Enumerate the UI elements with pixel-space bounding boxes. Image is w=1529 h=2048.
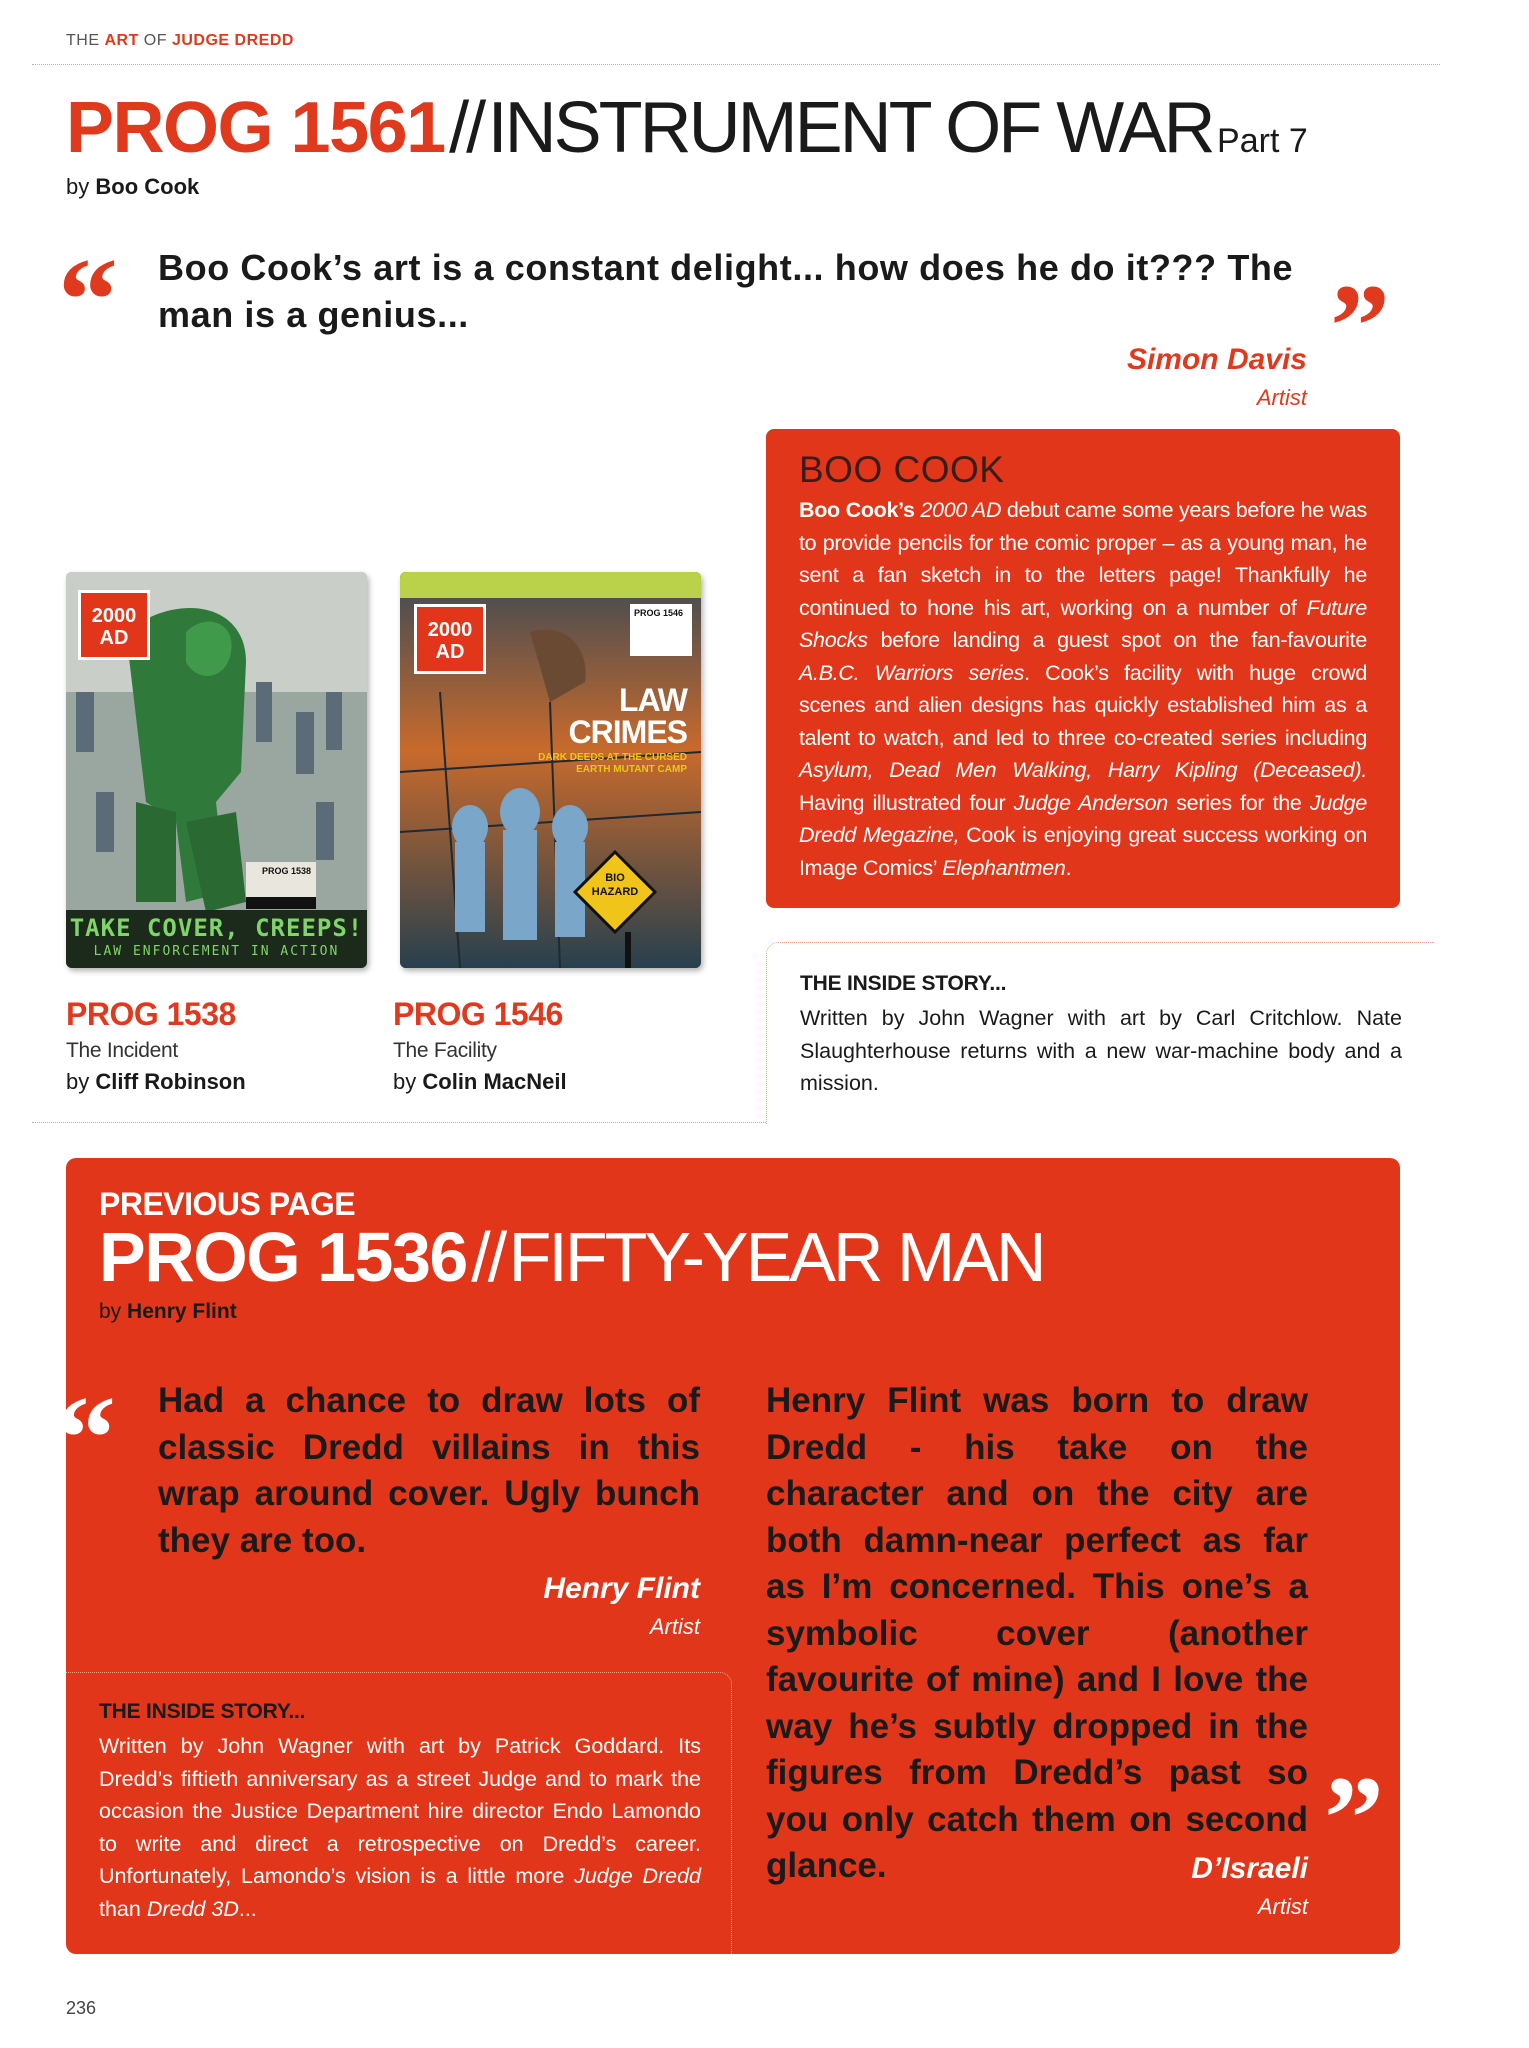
open-quote-icon: “ <box>56 1371 116 1504</box>
cover-caption-1 <box>66 996 246 1095</box>
cover-artist-byline: by Cliff Robinson <box>66 1069 246 1094</box>
artist-bio-title: BOO COOK <box>799 449 1005 490</box>
cover-sign-2: HAZARD <box>591 886 639 898</box>
cover-issue-tag: PROG 1546 <box>634 608 684 618</box>
running-head: THE ART OF JUDGE DREDD <box>66 32 294 49</box>
pull-quote: Boo Cook’s art is a constant delight... how does he do it??? The man is a genius... <box>158 247 1294 335</box>
cover-story-title: The Incident <box>66 1039 178 1062</box>
byline: by Boo Cook <box>66 174 200 199</box>
page-number: 236 <box>66 1998 97 2018</box>
inside-story <box>99 1700 701 1925</box>
previous-page-title <box>99 1218 1044 1296</box>
quote-attribution-role: Artist <box>1257 1894 1308 1919</box>
cover-artist-byline: by Colin MacNeil <box>393 1069 567 1094</box>
cover-caption-2 <box>393 996 567 1095</box>
quote-attribution-role: Artist <box>649 1614 700 1639</box>
inside-story-heading: THE INSIDE STORY... <box>800 972 1007 995</box>
story-title: INSTRUMENT OF WAR <box>487 88 1213 168</box>
cover-tagline: DARK DEEDS AT THE CURSED EARTH MUTANT CAMP <box>538 752 687 775</box>
title-separator: // <box>449 88 484 168</box>
open-quote-icon: “ <box>58 233 118 366</box>
cover-subheadline: LAW ENFORCEMENT IN ACTION <box>93 944 340 959</box>
quote-attribution-name: D’Israeli <box>1191 1852 1308 1885</box>
inside-story-heading: THE INSIDE STORY... <box>99 1700 306 1723</box>
quote-attribution-role: Artist <box>1256 385 1307 410</box>
title-separator: // <box>471 1218 505 1296</box>
page-title <box>66 88 1308 168</box>
cover-artist: Colin MacNeil <box>422 1069 567 1094</box>
section-divider <box>32 1122 766 1123</box>
close-quote-icon: ” <box>1324 1751 1384 1884</box>
cover-logo: 2000 AD <box>78 590 150 660</box>
artist-bio-box <box>766 429 1400 908</box>
inside-story-text: Written by John Wagner with art by Patrick Goddard. Its Dredd’s fiftieth anniversary as a street Judge and to mark the occasion the Justice Department hire director Endo Lamondo to write and direct a retrospective on Dredd’s career. Unfortunately, Lamondo’s vision is a little more Judge Dredd than Dredd 3D... <box>99 1734 701 1921</box>
inside-story <box>800 972 1402 1100</box>
byline: by Henry Flint <box>99 1300 237 1323</box>
quote-attribution-name: Henry Flint <box>543 1572 700 1605</box>
close-quote-icon: ” <box>1330 259 1390 392</box>
byline-author: Boo Cook <box>95 174 200 199</box>
cover-prog-number: PROG 1546 <box>393 996 563 1032</box>
cover-sign-1: BIO <box>605 872 625 884</box>
cover-headline-2: CRIMES <box>568 714 687 750</box>
cover-prog-number: PROG 1538 <box>66 996 236 1032</box>
cover-headline: TAKE COVER, CREEPS! <box>69 914 364 942</box>
part-label: Part 7 <box>1217 122 1308 160</box>
cover-issue-tag: PROG 1538 <box>262 866 312 876</box>
cover-artist: Cliff Robinson <box>95 1069 246 1094</box>
prog-number: PROG 1561 <box>66 88 445 168</box>
story-title: FIFTY-YEAR MAN <box>508 1218 1044 1296</box>
quote-attribution-name: Simon Davis <box>1126 343 1307 376</box>
cover-image-prog-1538 <box>66 572 367 968</box>
artist-bio-text: Boo Cook’s 2000 AD debut came some years before he was to provide pencils for the comic proper – as a young man, he sent a fan sketch in to the letters page! Thankfully he continued to hone his art, working on a number of Future Shocks before landing a guest spot on the fan-favourite A.B.C. Warriors series. Cook’s facility with huge crowd scenes and alien designs has quickly established him as a talent to watch, and led to three co-created series including Asylum, Dead Men Walking, Harry Kipling (Deceased). Having illustrated four Judge Anderson series for the Judge Dredd Megazine, Cook is enjoying great success working on Image Comics’ Elephantmen. <box>799 498 1368 880</box>
pull-quote: Henry Flint was born to draw Dredd - his take on the character and on the city are both damn-near perfect as far as I’m concerned. This one’s a symbolic cover (another favourite of mine) and I love the way he’s subtly dropped in the figures from Dredd’s past so you only catch them on second glance. <box>766 1381 1308 1885</box>
cover-headline-1: LAW <box>618 682 687 718</box>
prog-number: PROG 1536 <box>99 1218 467 1296</box>
top-divider <box>32 64 1440 65</box>
inside-story-text: Written by John Wagner with art by Carl Critchlow. Nate Slaughterhouse returns with a new war-machine body and a mission. <box>800 1006 1402 1095</box>
cover-image-prog-1546 <box>400 572 701 968</box>
cover-story-title: The Facility <box>393 1039 497 1062</box>
byline-author: Henry Flint <box>127 1300 237 1323</box>
previous-page-label: PREVIOUS PAGE <box>99 1186 356 1222</box>
previous-page-box <box>56 1158 1400 1954</box>
cover-logo: 2000 AD <box>414 604 486 674</box>
pull-quote: Had a chance to draw lots of classic Dredd villains in this wrap around cover. Ugly bunch they are too. <box>158 1381 700 1560</box>
